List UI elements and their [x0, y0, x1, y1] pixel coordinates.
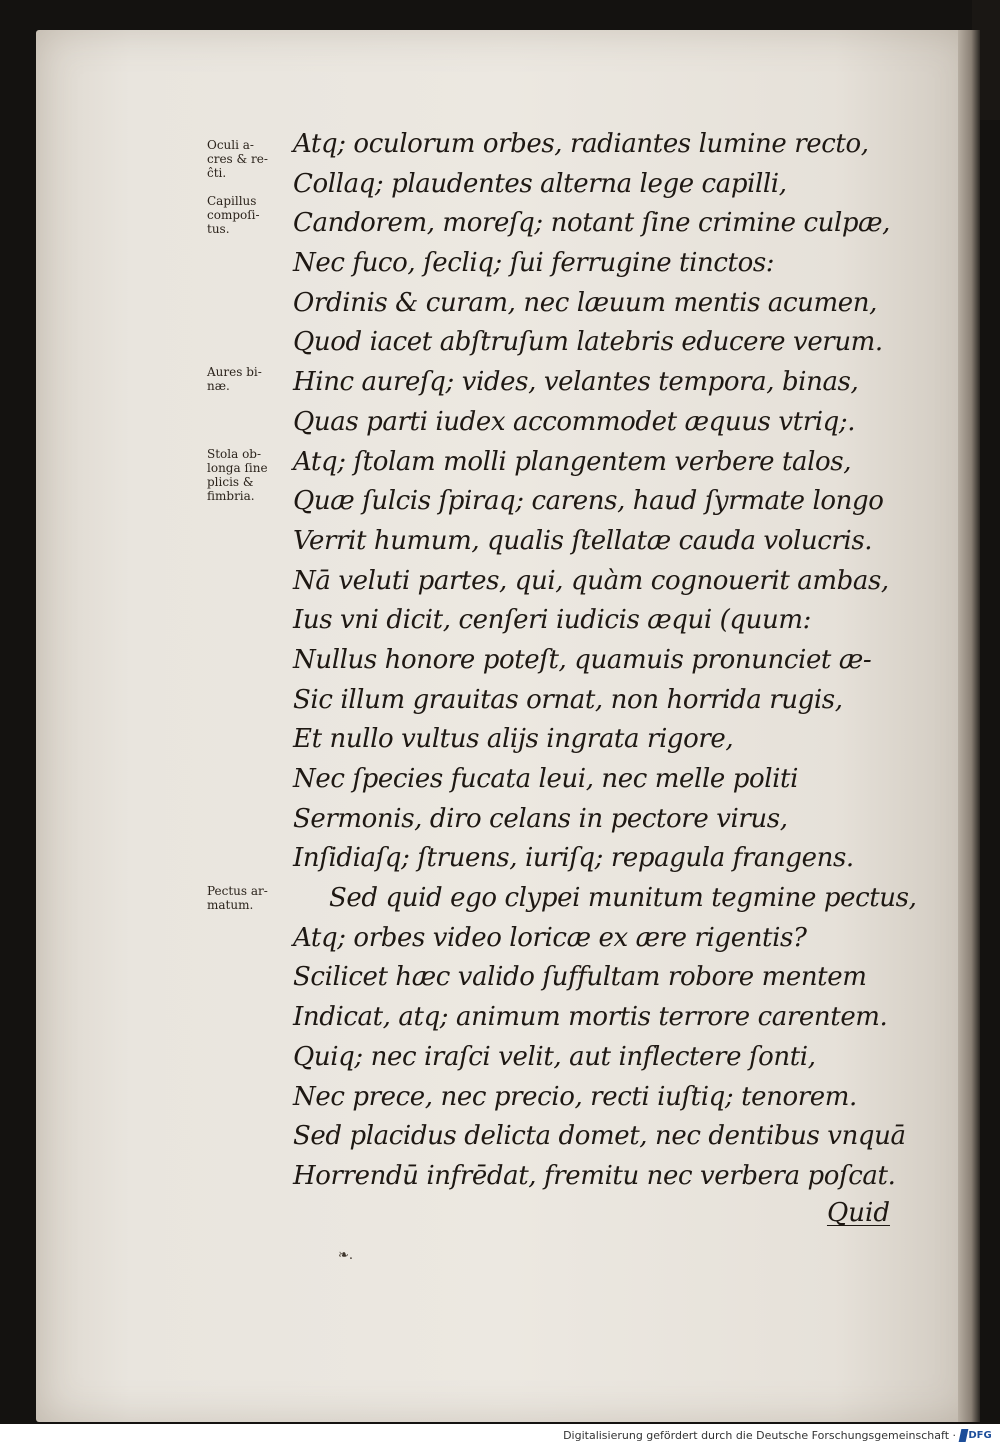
verse-line: Indicat, atq; animum mortis terrore carentem. — [293, 1002, 888, 1033]
verse-line: Nā veluti partes, qui, quàm cognouerit ambas, — [293, 565, 889, 596]
verse-line: Quod iacet abſtruſum latebris educere verum. — [293, 327, 883, 358]
verse-line: Verrit humum, qualis ſtellatæ cauda volucris. — [293, 525, 873, 556]
verse-line: Atq; orbes video loricæ ex ære rigentis? — [293, 922, 807, 953]
verse-line: Atq; oculorum orbes, radiantes lumine recto, — [293, 129, 869, 159]
marginal-note-stola: Stola ob- longa ſine plicis & fimbria. — [207, 447, 268, 503]
marginal-note-oculi: Oculi a- cres & re- ĉti. — [207, 138, 268, 180]
verse-line: Nec prece, nec precio, recti iuſtiq; tenorem. — [293, 1081, 857, 1112]
marginal-note-pectus: Pectus ar- matum. — [207, 884, 268, 912]
verse-line: Nullus honore poteſt, quamuis pronunciet æ- — [293, 644, 872, 675]
verse-line: Ordinis & curam, nec læuum mentis acumen, — [293, 287, 877, 318]
verse-line: Ius vni dicit, cenſeri iudicis æqui (quum: — [293, 605, 811, 636]
verse-line: Inſidiaſq; ſtruens, iuriſq; repagula frangens. — [293, 843, 854, 874]
catchword: Quid — [826, 1198, 890, 1228]
verse-line: Sed quid ego clypei munitum tegmine pectus, — [329, 883, 917, 914]
verse-line: Atq; ſtolam molli plangentem verbere talos, — [293, 446, 852, 477]
verse-line: Et nullo vultus alijs ingrata rigore, — [293, 724, 734, 755]
verse-line: Hinc aureſq; vides, velantes tempora, binas, — [293, 367, 859, 398]
dfg-logo-icon — [960, 1428, 992, 1443]
verse-line: Sermonis, diro celans in pectore virus, — [293, 803, 788, 834]
verse-line: Quiq; nec iraſci velit, aut inflectere ſonti, — [293, 1041, 816, 1072]
verse-line: Collaq; plaudentes alterna lege capilli, — [293, 168, 787, 199]
marginal-notes — [207, 0, 289, 1447]
verse-block — [293, 124, 917, 1196]
marginal-note-capillus: Capillus compoſi- tus. — [207, 194, 260, 236]
verse-line: Quæ ſulcis ſpiraq; carens, haud ſyrmate longo — [293, 486, 884, 517]
verse-line: Scilicet hæc valido ſuffultam robore mentem — [293, 962, 867, 993]
dfg-logo-text: DFG — [968, 1430, 992, 1441]
verse-line: Nec ſpecies fucata leui, nec melle politi — [293, 764, 798, 794]
funding-credit: Digitalisierung gefördert durch die Deutsche Forschungsgemeinschaft · — [563, 1429, 956, 1442]
page-edge-shadow — [958, 30, 980, 1422]
verse-line: Horrendū infrēdat, fremitu nec verbera poſcat. — [293, 1160, 896, 1191]
verse-line: Quas parti iudex accommodet æquus vtriq;. — [293, 406, 856, 437]
footer-bar — [0, 1424, 1000, 1447]
marginal-note-aures: Aures bi- næ. — [207, 365, 262, 393]
verse-line: Sed placidus delicta domet, nec dentibus vnquā — [293, 1121, 906, 1152]
signature-mark: ❧. — [338, 1248, 354, 1263]
dfg-mark-icon — [959, 1429, 969, 1442]
verse-line: Sic illum grauitas ornat, non horrida rugis, — [293, 684, 843, 715]
verse-line: Candorem, moreſq; notant ſine crimine culpæ, — [293, 208, 891, 239]
verse-line: Nec fuco, ſecliq; ſui ferrugine tinctos: — [293, 248, 775, 279]
